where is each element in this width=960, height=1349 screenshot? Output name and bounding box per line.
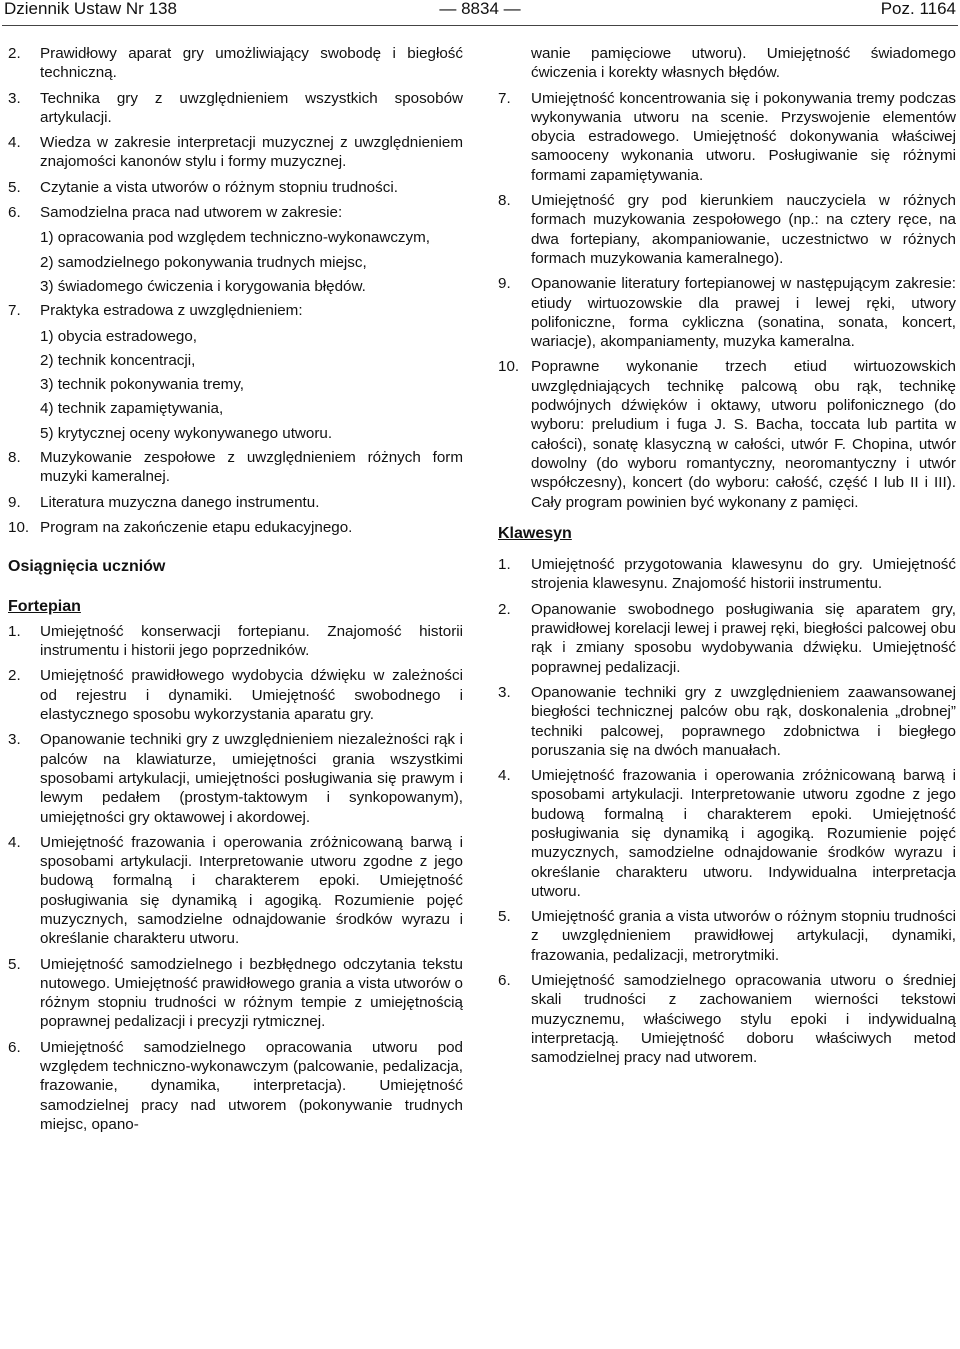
list-item: 10. Poprawne wykonanie trzech etiud wirtuozowskich uwzględniających technikę palcową obu rąk, technikę podwójnych dźwięków i oktawy, utworu polifonicznego (do wyboru: preludium i fuga J. S. Bacha, toccata lub partita w całości), sonatę klasyczną w całości, utwór F. Chopina, utwór dowolny (do wyboru romantyczny, neoromantyczny i utwór współczesny), koncert (do wyboru: całość, część I lub II i III). Cały program powinien być wykonany z pamięci. <box>498 358 956 511</box>
sublist-item: 1) obycia estradowego, <box>40 327 198 345</box>
list-item: 4. Wiedza w zakresie interpretacji muzycznej z uwzględnieniem znajomości kanonów stylu i formy muzycznej. <box>8 134 463 171</box>
journal-title: Dziennik Ustaw Nr 138 <box>4 0 177 18</box>
list-item: 3. Technika gry z uwzględnieniem wszystkich sposobów artykulacji. <box>8 89 463 126</box>
list-item: 2. Opanowanie swobodnego posługiwania się aparatem gry, prawidłowej korelacji lewej i prawej ręki, biegłości palcowej obu rąk i zmiany sposobu wydobywania dźwięku. Umiejętność poprawnej pedalizacji. <box>498 600 956 676</box>
subsection-heading-klawesyn: Klawesyn <box>498 524 572 542</box>
list-item: 6. Umiejętność samodzielnego opracowania utworu pod względem techniczno-wykonawczym (palcowanie, pedalizacja, frazowanie, dynamika, interpretacja). Umiejętność samodzielnej pracy nad utworem (pokonywanie trudnych miejsc, opano- <box>8 1038 463 1133</box>
list-item: 4. Umiejętność frazowania i operowania zróżnicowaną barwą i sposobami artykulacji. Interpretowanie utworu zgodne z jego budową formalną i charakterem epoki. Umiejętność posługiwania się dynamiką i agogiką. Rozumienie pojęć muzycznych, samodzielne odnajdowanie środków wyrazu i określanie charakteru utworu. <box>8 833 463 948</box>
list-item: 7. Praktyka estradowa z uwzględnieniem: <box>8 302 303 320</box>
list-item: 7. Umiejętność koncentrowania się i pokonywania tremy podczas wykonywania utworu na scenie. Przyswojenie elementów obycia estradowego. Umiejętność dokonywania właściwej samooceny wykonania utworu. Posługiwanie się różnymi formami zapamiętywania. <box>498 89 956 184</box>
sublist <box>8 327 463 443</box>
list-item-continuation: wanie pamięciowe utworu). Umiejętność świadomego ćwiczenia i korekty własnych błędów. <box>531 45 956 82</box>
subsection-heading-fortepian: Fortepian <box>8 597 81 615</box>
list-item: 8. Muzykowanie zespołowe z uwzględnieniem różnych form muzyki kameralnej. <box>8 449 463 486</box>
page-header <box>0 0 960 26</box>
right-column <box>498 44 956 1074</box>
list-item: 8. Umiejętność gry pod kierunkiem nauczyciela w różnych formach muzykowania zespołowego (np.: na cztery ręce, na dwa fortepiany, akompaniowanie, uczestnictwo w różnych formach muzykowania kameralnego). <box>498 192 956 267</box>
list-item: 4. Umiejętność frazowania i operowania zróżnicowaną barwą i sposobami artykulacji. Interpretowanie utworu zgodne z jego budową formalną i charakterem epoki. Umiejętność posługiwania się dynamiką i agogiką. Rozumienie pojęć muzycznych, samodzielne odnajdowanie środków wyrazu i określanie charakteru utworu. Indywidualna interpretacja utworu. <box>498 767 956 900</box>
list-item: 5. Umiejętność samodzielnego i bezbłędnego odczytania tekstu nutowego. Umiejętność prawidłowego grania a vista utworów o różnym stopniu trudności w różnym tempie z umiejętnością poprawnej pedalizacji i precyzji rytmicznej. <box>8 955 463 1031</box>
sublist-item: 1) opracowania pod względem techniczno-wykonawczym, <box>40 229 430 247</box>
section-heading: Osiągnięcia uczniów <box>8 558 166 576</box>
sublist-item: 3) świadomego ćwiczenia i korygowania błędów. <box>40 277 366 295</box>
list-item: 6. Umiejętność samodzielnego opracowania utworu o średniej skali trudności z zachowaniem wierności tekstowi muzycznemu, właściwego stylu epoki i indywidualną interpretacją. Umiejętność doboru właściwych metod samodzielnej pracy nad utworem. <box>498 972 956 1067</box>
sublist <box>8 228 463 296</box>
list-item: 1. Umiejętność konserwacji fortepianu. Znajomość historii instrumentu i historii jego poprzedników. <box>8 622 463 660</box>
header-rule <box>2 25 958 26</box>
list-item: 5. Czytanie a vista utworów o różnym stopniu trudności. <box>8 178 398 196</box>
list-item: 9. Opanowanie literatury fortepianowej w następującym zakresie: etiudy wirtuozowskie dla prawej i lewej ręki, utwory polifoniczne, forma cykliczna (sonatina, sonata, koncert, wariacje), akompaniamenty, muzyka kameralna. <box>498 275 956 351</box>
list-item: 3. Opanowanie techniki gry z uwzględnieniem niezależności rąk i palców na klawiaturze, umiejętności grania wszystkimi sposobami artykulacji, umiejętności posługiwania się prawym i lewym pedałem (prostym-taktowym i synkopowanym), umiejętności gry oktawowej i akordowej. <box>8 731 463 826</box>
list-item: 5. Umiejętność grania a vista utworów o różnym stopniu trudności z uwzględnieniem prawidłowej artykulacji, dynamiki, frazowania, pedalizacji, metrorytmiki. <box>498 908 956 964</box>
page-number: — 8834 — <box>439 0 521 18</box>
list-item: 9. Literatura muzyczna danego instrumentu. <box>8 493 320 511</box>
list-item: 1. Umiejętność przygotowania klawesynu do gry. Umiejętność strojenia klawesynu. Znajomość historii instrumentu. <box>498 556 956 593</box>
sublist-item: 5) krytycznej oceny wykonywanego utworu. <box>40 424 333 442</box>
list-item: 10. Program na zakończenie etapu edukacyjnego. <box>8 518 353 536</box>
sublist-item: 2) samodzielnego pokonywania trudnych miejsc, <box>40 253 367 271</box>
left-column <box>8 44 463 1140</box>
list-item: 6. Samodzielna praca nad utworem w zakresie: <box>8 204 343 222</box>
sublist-item: 2) technik koncentracji, <box>40 351 196 369</box>
position-number: Poz. 1164 <box>880 0 956 18</box>
list-item: 2. Umiejętność prawidłowego wydobycia dźwięku w zależności od rejestru i dynamiki. Umiejętność swobodnego i elastycznego sposobu wykorzystania aparatu gry. <box>8 667 463 724</box>
list-item: 3. Opanowanie techniki gry z uwzględnieniem zaawansowanej biegłości technicznej palców obu rąk, doskonalenia „drobnej” techniki palcowej, poprawnego zdobnictwa i biegłego poruszania się na dwóch manuałach. <box>498 683 956 759</box>
sublist-item: 4) technik zapamiętywania, <box>40 400 224 418</box>
list-item: 2. Prawidłowy aparat gry umożliwiający swobodę i biegłość techniczną. <box>8 45 463 82</box>
sublist-item: 3) technik pokonywania tremy, <box>40 376 244 394</box>
